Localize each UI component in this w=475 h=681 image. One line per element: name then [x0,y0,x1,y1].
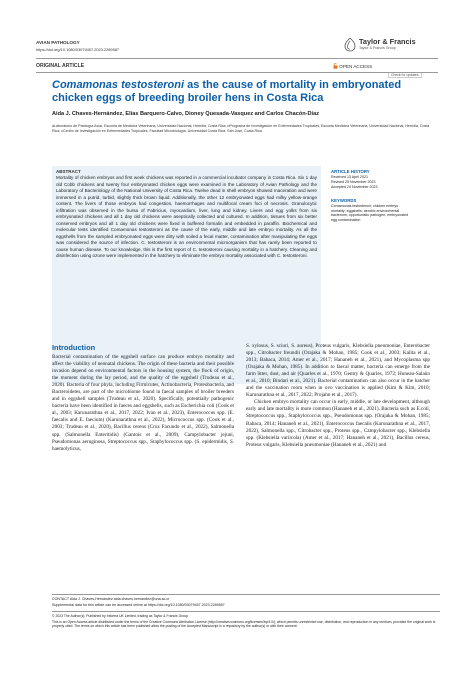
title-organism: Comamonas testosteroni [52,79,185,91]
history-heading: ARTICLE HISTORY [331,169,370,174]
doi-line[interactable]: https://doi.org/10.1080/03079457.2023.2289587 [36,47,120,52]
footer-rule-2 [52,611,440,612]
publisher-sub: Taylor & Francis Group [359,46,396,50]
publisher-logo [344,37,454,55]
publisher-name: Taylor & Francis [359,37,416,46]
intro-paragraph-2a: S. xylosus, S. sciuri, S. aureus), Proteus vulgaris, Klebsiella pneumoniae, Enterobacter spp., Citrobacter freundii (Orajaka & Mohan, 1985; Cook et al., 2003; Kalita et al., 2013; Babaca, 2014; Amer et al., 2017; Hananeh et al., 2021), and Mycoplasma spp (Orajaka & Mohan, 1985). In addition to faecal matter, bacteria can emerge from the farm litter, dust, and air (Quarles et al., 1970; Gentry & Quarles, 1972; Huneau-Salaün et al., 2010; Bindari et al., 2021). Bacterial contamination can also occur in the hatcher and the vaccination room when in ovo vaccination is applied (Kim & Kim, 2010; Karunarathna et al., 2017, 2022; Projahn et al., 2017). [246,343,430,399]
keywords-text: Comamonas testosteroni; chicken embryo mortality; eggshells; aerobic environmental bacterium; opportunistic pathogen; embryonated egg contamination [331,204,409,222]
article-title [52,79,440,105]
contact-line: CONTACT Aida J. Chaves-Hernández aida.chaves.hernandez@una.ac.cr [52,597,170,601]
abstract-heading: ABSTRACT [56,169,81,174]
intro-column-2 [246,343,430,449]
check-updates-label: Check for updates [388,72,422,78]
intro-paragraph-1: Bacterial contamination of the eggshell surface can produce embryo mortality and affect the viability of neonatal chickens. The origin of these bacteria and their possible invasion depend on environmental factors in the housing system, the flock of origin, the moment during the lay period, and the quality of the eggshell (Trudeau et al., 2020). Bacteria of four phyla, including Firmicutes, Actinobacteria, Proteobacteria, and Bacteroidetes, are part of the microbiome found in faecal samples of broiler breeders and in eggshell samples (Trudeau et al., 2020). Specifically, potentially pathogenic bacteria have been identified in faeces and eggshells, such as Escherichia coli (Cook et al., 2003; Karunarathna et al., 2017, 2022; Ivan et al., 2023), Enterococcus spp. (E. faecalis and E. faecium) (Karunarathna et al., 2022), Micrococcus spp. (Cook et al., 2003; Trudeau et al., 2020), Bacillus cereus (Cruz Facundo et al., 2022), Salmonella spp. (Salmonella Enteritidis) (Gantois et al., 2009), Campylobacter jejuni, Pseudomonas aeruginosa, Streptococcus spp., Staphylococcus spp. (S. epidermidis, S. haemolyticus, [52,354,234,452]
history-revised: Revised 25 November 2023 [331,180,376,184]
header-rule [36,58,438,59]
journal-name: AVIAN PATHOLOGY [36,40,80,45]
footer-rule [52,594,440,595]
history-accepted: Accepted 24 November 2023 [331,185,378,189]
open-access-badge[interactable] [333,63,372,69]
open-access-label: OPEN ACCESS [339,64,373,69]
copyright-line: © 2023 The Author(s). Published by Informa UK Limited, trading as Taylor & Francis Group [52,614,188,618]
license-text: This is an Open Access article distributed under the terms of the Creative Commons Attribution License (http://creativecommons.org/licenses/by/4.0/), which permits unrestricted use, distribution, and reproduction in any medium, provided the original work is properly cited. The terms on which this article has been published allow the posting of the Accepted Manuscript in a repository by the author(s) or with their consent. [52,620,436,629]
keywords-heading: KEYWORDS [331,198,357,203]
abstract-text: Mortality of chicken embryos and first week chickens was reported in a commercial incubator company in Costa Rica. Six 1 day old Cobb chickens and twenty four embryonated chicken eggs were examined in the Laboratory of Avian Pathology and the Laboratory of Bacteriology of the National University of Costa Rica. Twelve dead in shell embryos showed maceration and were immersed in a putrid, turbid, slightly thick brown liquid. Additionally, the other 12 embryonated eggs had milky yellow-orange content. The livers of those embryos had congestion, haemorrhages and multifocal cream foci of necrosis. Granulocytic infiltration was observed in the bursa of Fabricius, myocardium, liver, lung and kidney. Livers and egg yolks from six embryonated chickens and all 1 day old chickens were aseptically collected and cultured. In addition, tissues from six better conserved embryos and all 1 day old chickens were fixed in buffered formalin and embedded in paraffin. Biochemical and molecular tests identified Comamonas testosteroni as the cause of the early, middle and late embryo mortality. As all the eggshells from the sampled embryonated eggs were dirty with soiled a fecal matter, contamination after manipulating the eggs was considered the source of infection. C. testosteroni is an environmental microorganism that has rarely been reported to cause human disease. To our knowledge, this is the first report of C. testosteroni causing mortality in a hatchery. Cleaning and disinfection using ozone were implemented in the hatchery to eliminate the embryo mortality associated with C. testosteroni. [56,175,317,258]
authors-text: Aida J. Chaves-Hernández, Elías Barquero-Calvo, Dioney Quesada-Vasquez and Carlos Chacón-Díaz [52,111,320,117]
author-list [52,111,442,117]
introduction-heading: Introduction [52,343,96,352]
supplemental-line[interactable]: Supplemental data for this article can be accessed online at https://doi.org/10.1080/03079457.2023.2289587. [52,603,226,607]
affiliations: aLaboratorio de Patología Aviar, Escuela de Medicina Veterinaria, Universidad Nacional, Heredia, Costa Rica; bPrograma de Investigación en Enfermedades Tropicales, Escuela Medicina Veterinaria, Universidad Nacional, Heredia, Costa Rica; cCentro de Investigación en Enfermedades Tropicales, Facultad Microbiología, Universidad Costa Rica, San José, Costa Rica [52,124,430,133]
intro-column-1 [52,354,234,453]
article-type: ORIGINAL ARTICLE [36,63,85,69]
title-rest: as the cause of mortality in embryonated chicken eggs of breeding broiler hens in Costa Rica [52,79,402,105]
type-rule [36,72,438,73]
intro-paragraph-2b: Chicken embryo mortality can occur in early, middle, or late development, although early and late mortality is more common (Hananeh et al., 2021). Bacteria such as E.coli, Streptococcus spp., Staphylococcus spp., Pseudomonas spp. (Orajaka & Mohan, 1985; Babaca, 2014; Hananeh et al., 2021), Enterococcus faecalis (Karunarathna et al., 2017, 2022), Salmonella spp., Citrobacter spp., Proteus spp., Campylobacter spp., Klebsiella spp. (Klebsiella variicola) (Amer et al., 2017; Hananeh et al., 2021), Bacillus cereus, Proteus vulgaris, Klebsiella pneumoniae (Hananeh et al., 2021) and [246,399,430,448]
taylor-francis-icon [344,38,356,52]
open-lock-icon [333,63,338,69]
history-received: Received 13 April 2021 [331,175,368,179]
